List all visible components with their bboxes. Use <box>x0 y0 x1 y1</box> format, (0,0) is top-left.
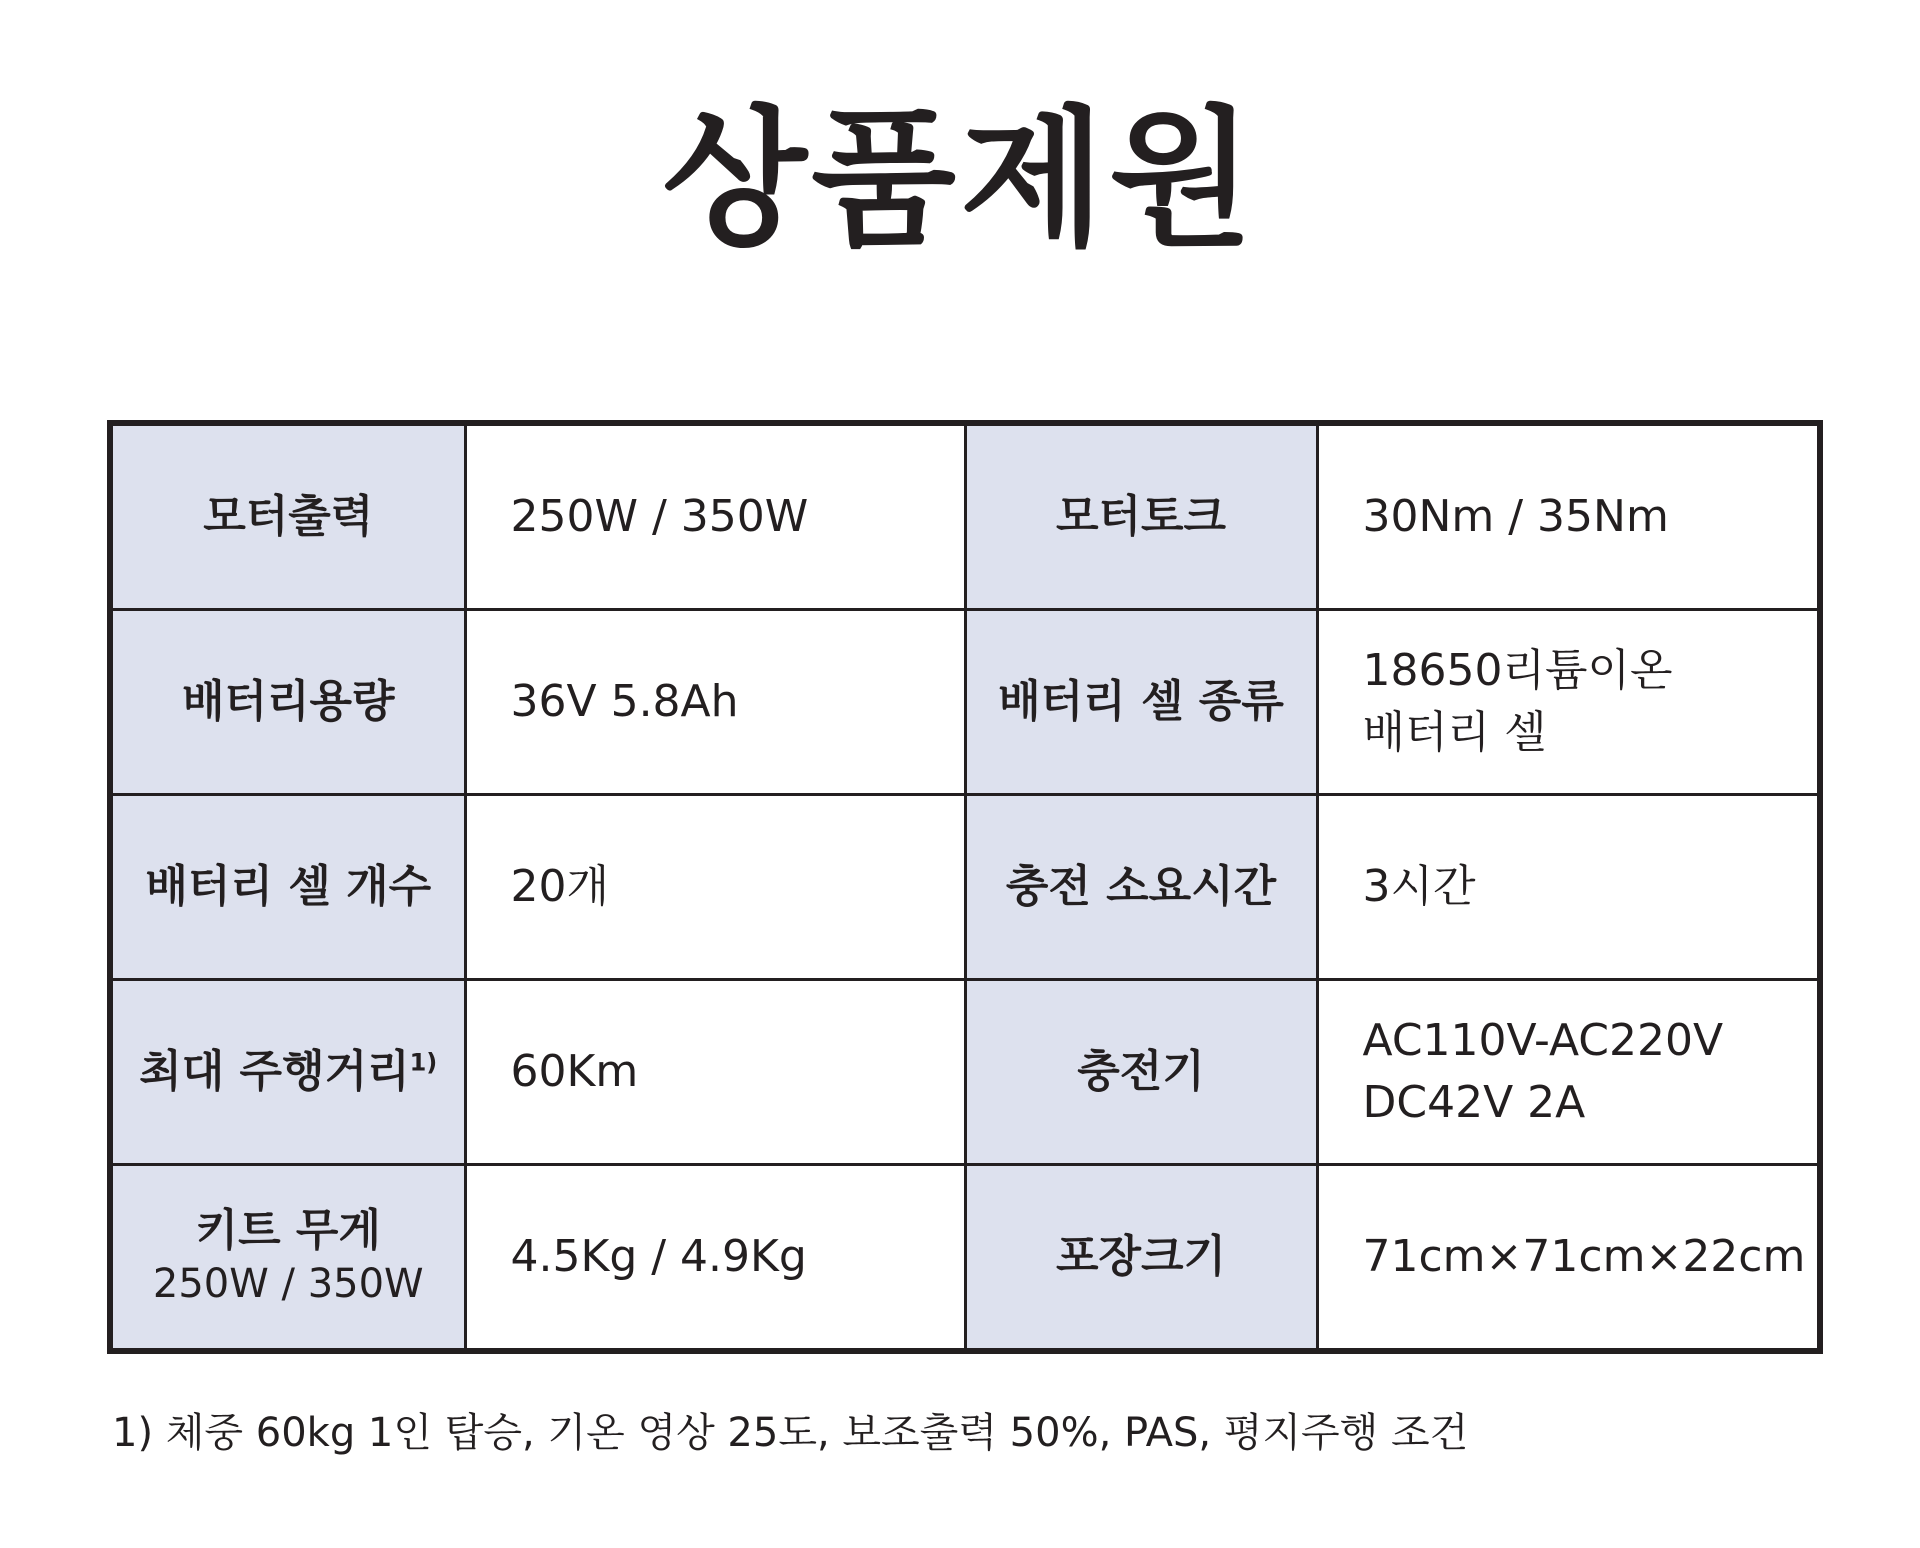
max-range-label: 최대 주행거리 <box>139 1046 410 1097</box>
max-range-value: 60Km <box>465 980 965 1165</box>
charger-value <box>1317 980 1820 1165</box>
kit-weight-value: 4.5Kg / 4.9Kg <box>465 1165 965 1352</box>
footnote: 1) 체중 60kg 1인 탑승, 기온 영상 25도, 보조출력 50%, PAS, 평지주행 조건 <box>112 1410 1469 1456</box>
table-row <box>110 610 1820 795</box>
package-size-value: 71cm×71cm×22cm <box>1317 1165 1820 1352</box>
kit-weight-label-cell <box>110 1165 465 1352</box>
spec-table <box>107 420 1823 1354</box>
table-row <box>110 423 1820 610</box>
max-range-label-cell <box>110 980 465 1165</box>
charge-time-value: 3시간 <box>1317 795 1820 980</box>
battery-cell-type-value-line2: 배터리 셀 <box>1362 707 1547 758</box>
page-title: 상품제원 <box>662 93 1258 267</box>
motor-torque-value: 30Nm / 35Nm <box>1317 423 1820 610</box>
charge-time-label: 충전 소요시간 <box>965 795 1317 980</box>
battery-capacity-value: 36V 5.8Ah <box>465 610 965 795</box>
kit-weight-label: 키트 무게 <box>195 1205 381 1256</box>
battery-cell-type-value-line1: 18650리튬이온 <box>1362 645 1673 696</box>
battery-cell-count-label: 배터리 셀 개수 <box>110 795 465 980</box>
battery-cell-type-label: 배터리 셀 종류 <box>965 610 1317 795</box>
motor-output-label: 모터출력 <box>110 423 465 610</box>
charger-value-line1: AC110V-AC220V <box>1362 1015 1724 1066</box>
charger-value-line2: DC42V 2A <box>1362 1077 1586 1128</box>
battery-capacity-label: 배터리용량 <box>110 610 465 795</box>
battery-cell-type-value <box>1317 610 1820 795</box>
motor-output-value: 250W / 350W <box>465 423 965 610</box>
charger-label: 충전기 <box>965 980 1317 1165</box>
battery-cell-count-value: 20개 <box>465 795 965 980</box>
table-row <box>110 795 1820 980</box>
motor-torque-label: 모터토크 <box>965 423 1317 610</box>
footnote-marker: 1) <box>409 1048 438 1077</box>
package-size-label: 포장크기 <box>965 1165 1317 1352</box>
table-row <box>110 980 1820 1165</box>
table-row <box>110 1165 1820 1352</box>
kit-weight-sub-label: 250W / 350W <box>152 1261 424 1307</box>
